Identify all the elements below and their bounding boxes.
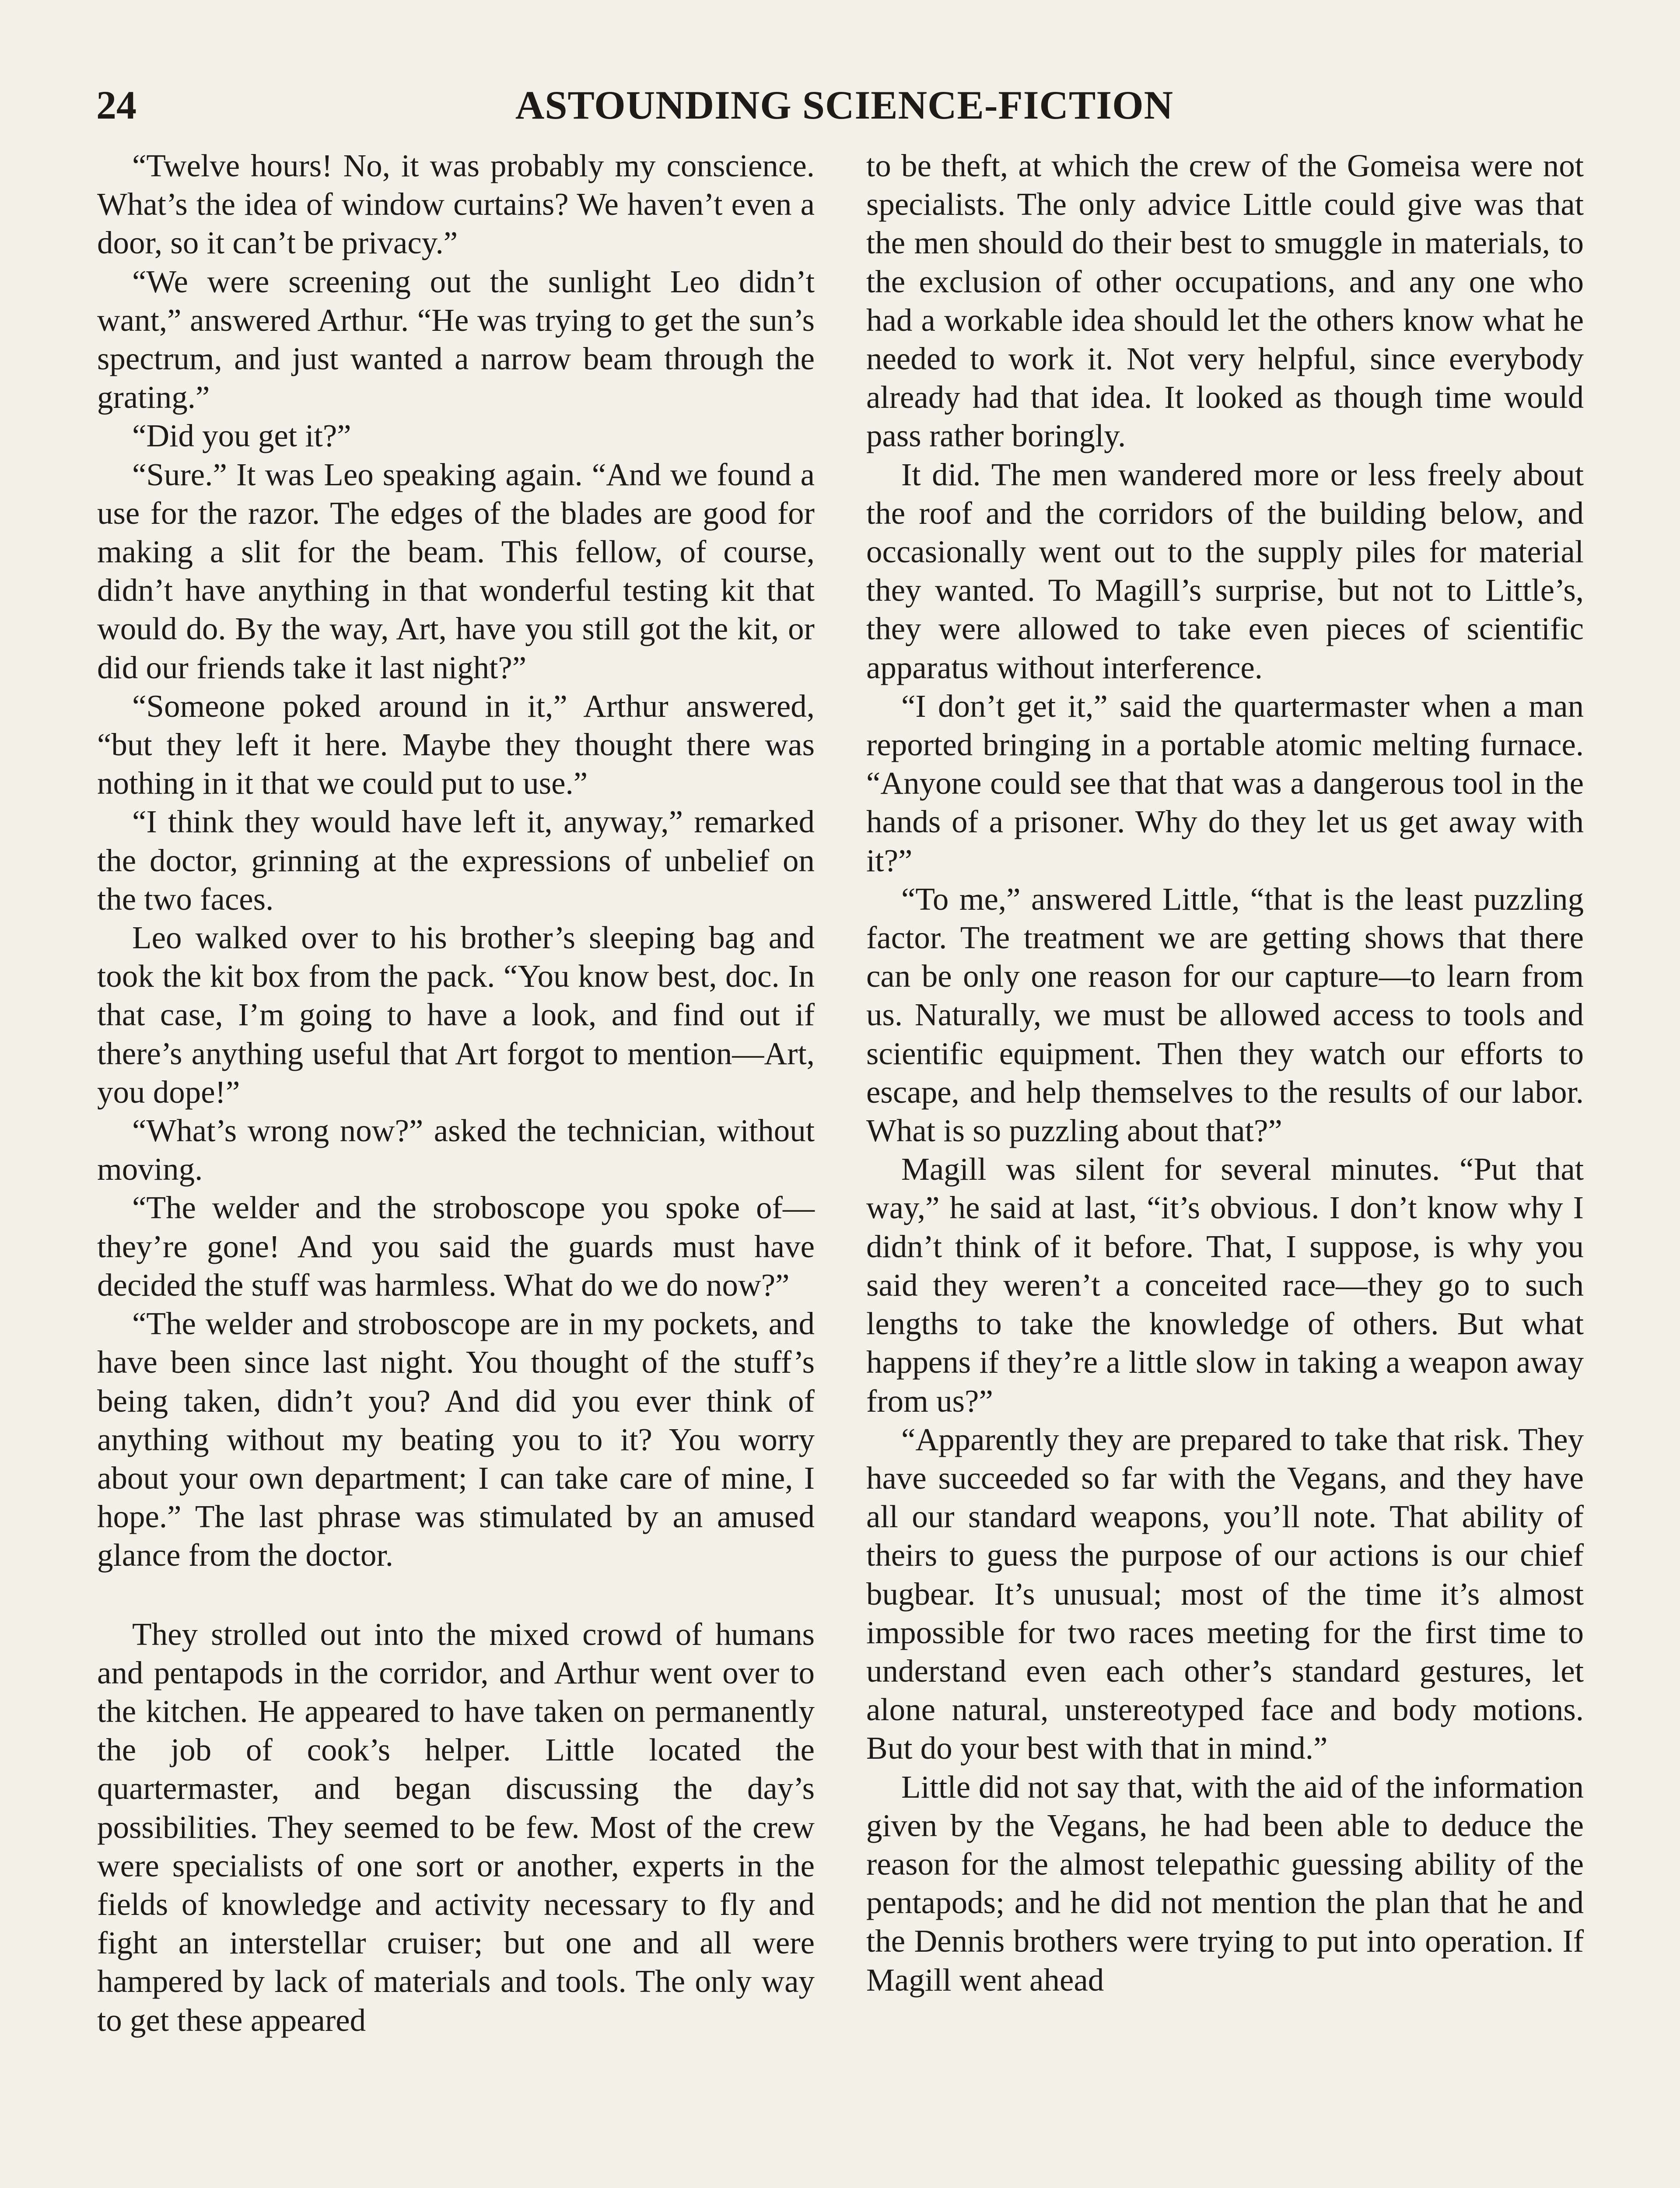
paragraph: It did. The men wandered more or less freely about the roof and the corridors of the building below, and occasionally went out to the supply piles for material they wanted. To Magill’s surprise, but not to Little’s, they were allowed to take even pieces of scientific apparatus without interference.: [866, 456, 1584, 685]
paragraph: “Did you get it?”: [132, 418, 351, 454]
page-number: 24: [96, 83, 136, 127]
paragraph: “I don’t get it,” said the quartermaster when a man reported bringing in a portable atomic melting furnace. “Anyone could see that that was a dangerous tool in the hands of a prisoner. Why do they let us get away with it?”: [866, 688, 1584, 878]
paragraph: “Twelve hours! No, it was probably my conscience. What’s the idea of window curtains? We haven’t even a door, so it can’t be privacy.”: [97, 148, 815, 261]
paragraph: Magill was silent for several minutes. “Put that way,” he said at last, “it’s obvious. I don’t know why I didn’t think of it before. That, I suppose, is why you said they weren’t a conceited race—they go to such lengths to take the knowledge of others. But what happens if they’re a little slow in taking a weapon away from us?”: [866, 1151, 1584, 1419]
left-column: [97, 147, 815, 2040]
paragraph: “Someone poked around in it,” Arthur answered, “but they left it here. Maybe they thought there was nothing in it that we could put to use.”: [97, 688, 815, 801]
paragraph: “The welder and stroboscope are in my pockets, and have been since last night. You thought of the stuff’s being taken, didn’t you? And did you ever think of anything without my beating you to it? You worry about your own department; I can take care of mine, I hope.” The last phrase was stimulated by an amused glance from the doctor.: [97, 1306, 815, 1573]
page-header: [96, 77, 1592, 133]
paragraph: “I think they would have left it, anyway,” remarked the doctor, grinning at the expressions of unbelief on the two faces.: [97, 804, 815, 917]
paragraph: “To me,” answered Little, “that is the least puzzling factor. The treatment we are getting shows that there can be only one reason for our capture—to learn from us. Naturally, we must be allowed access to tools and scientific equipment. Then they watch our efforts to escape, and help themselves to the results of our labor. What is so puzzling about that?”: [866, 881, 1584, 1149]
paragraph: Leo walked over to his brother’s sleeping bag and took the kit box from the pack. “You know best, doc. In that case, I’m going to have a look, and find out if there’s anything useful that Art forgot to mention—Art, you dope!”: [97, 920, 815, 1110]
paragraph: They strolled out into the mixed crowd of humans and pentapods in the corridor, and Arthur went over to the kitchen. He appeared to have taken on permanently the job of cook’s helper. Little located the quartermaster, and began discussing the day’s possibilities. They seemed to be few. Most of the crew were specialists of one sort or another, experts in the fields of knowledge and activity necessary to fly and fight an interstellar cruiser; but one and all were hampered by lack of materials and tools. The only way to get these appeared: [97, 1616, 815, 2038]
paragraph: “What’s wrong now?” asked the technician, without moving.: [97, 1113, 815, 1187]
paragraph: “We were screening out the sunlight Leo didn’t want,” answered Arthur. “He was trying to get the sun’s spectrum, and just wanted a narrow beam through the grating.”: [97, 263, 815, 415]
paragraph: “Apparently they are prepared to take that risk. They have succeeded so far with the Vegans, and they have all our standard weapons, you’ll note. That ability of theirs to guess the purpose of our actions is our chief bugbear. It’s unusual; most of the time it’s almost impossible for two races meeting for the first time to understand even each other’s standard gestures, let alone natural, unstereotyped face and body motions. But do your best with that in mind.”: [866, 1421, 1584, 1766]
right-column: [866, 147, 1584, 1999]
paragraph: Little did not say that, with the aid of the information given by the Vegans, he had been able to deduce the reason for the almost telepathic guessing ability of the pentapods; and he did not mention the plan that he and the Dennis brothers were trying to put into operation. If Magill went ahead: [866, 1769, 1584, 1998]
paragraph: “The welder and the stroboscope you spoke of—they’re gone! And you said the guards must have decided the stuff was harmless. What do we do now?”: [97, 1190, 815, 1303]
running-head: ASTOUNDING SCIENCE-FICTION: [515, 83, 1174, 127]
paragraph: to be theft, at which the crew of the Gomeisa were not specialists. The only advice Little could give was that the men should do their best to smuggle in materials, to the exclusion of other occupations, and any one who had a workable idea should let the others know what he needed to work it. Not very helpful, since everybody already had that idea. It looked as though time would pass rather boringly.: [866, 148, 1584, 454]
paragraph: “Sure.” It was Leo speaking again. “And we found a use for the razor. The edges of the blades are good for making a slit for the beam. This fellow, of course, didn’t have anything in that wonderful testing kit that would do. By the way, Art, have you still got the kit, or did our friends take it last night?”: [97, 456, 815, 685]
